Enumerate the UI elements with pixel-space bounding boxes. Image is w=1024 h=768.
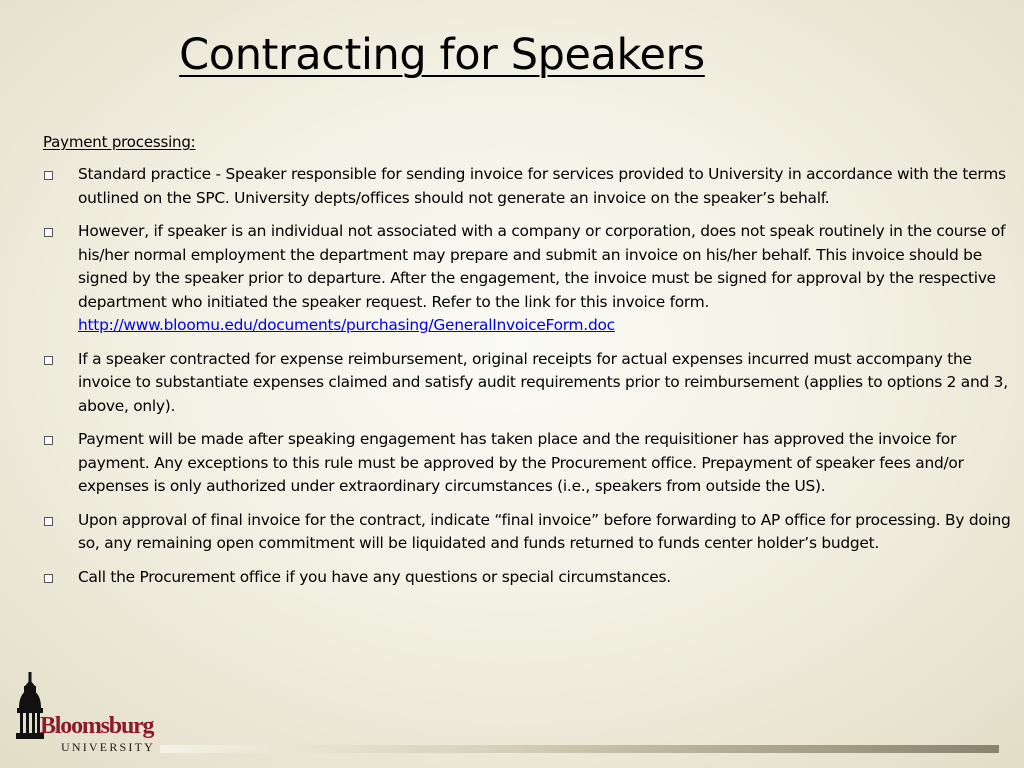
bullet-item — [43, 348, 1018, 419]
bullet-item — [43, 428, 1018, 499]
slide-title: Contracting for Speakers — [179, 30, 705, 80]
bullet-item — [43, 566, 1018, 590]
logo-subtitle: UNIVERSITY — [61, 740, 155, 754]
footer-bar — [160, 745, 999, 753]
bullet-text: Payment will be made after speaking engagement has taken place and the requisitioner has approved the invoice for payment. Any exceptions to this rule must be approved by the Procurement office. Prepayment of speaker fees and/or expenses is only authorized under extraordinary circumstances (i.e., speakers from outside the US). — [78, 430, 964, 495]
square-bullet-icon — [44, 574, 53, 583]
bullet-item — [43, 163, 1018, 210]
square-bullet-icon — [44, 436, 53, 445]
bullet-text: However, if speaker is an individual not associated with a company or corporation, does not speak routinely in the course of his/her normal employment the department may prepare and submit an invoice on his/her behalf. This invoice should be signed by the speaker prior to departure. After the engagement, the invoice must be signed for approval by the respective department who initiated the speaker request. Refer to the link for this invoice form. — [78, 222, 1006, 311]
square-bullet-icon — [44, 517, 53, 526]
logo-wordmark: Bloomsburg — [40, 713, 154, 739]
bullet-text: Call the Procurement office if you have any questions or special circumstances. — [78, 567, 671, 586]
invoice-form-link[interactable]: http://www.bloomu.edu/documents/purchasing/GeneralInvoiceForm.doc — [78, 316, 615, 334]
bullet-text: Upon approval of final invoice for the contract, indicate “final invoice” before forwarding to AP office for processing. By doing so, any remaining open commitment will be liquidated and funds returned to funds center holder’s budget. — [78, 510, 1011, 552]
square-bullet-icon — [44, 171, 53, 180]
square-bullet-icon — [44, 356, 53, 365]
bullet-text: Standard practice - Speaker responsible for sending invoice for services provided to University in accordance with the terms outlined on the SPC. University depts/offices should not generate an invoice on the speaker’s behalf. — [78, 165, 1006, 207]
slide-content — [43, 133, 1018, 599]
bullet-item — [43, 220, 1018, 338]
subheading: Payment processing: — [43, 133, 196, 151]
bullet-item — [43, 509, 1018, 556]
square-bullet-icon — [44, 228, 53, 237]
bullet-list — [43, 163, 1018, 589]
bullet-text: If a speaker contracted for expense reimbursement, original receipts for actual expenses incurred must accompany the invoice to substantiate expenses claimed and satisfy audit requirements prior to reimbursement (applies to options 2 and 3, above, only). — [78, 349, 1008, 415]
university-logo — [16, 670, 176, 760]
